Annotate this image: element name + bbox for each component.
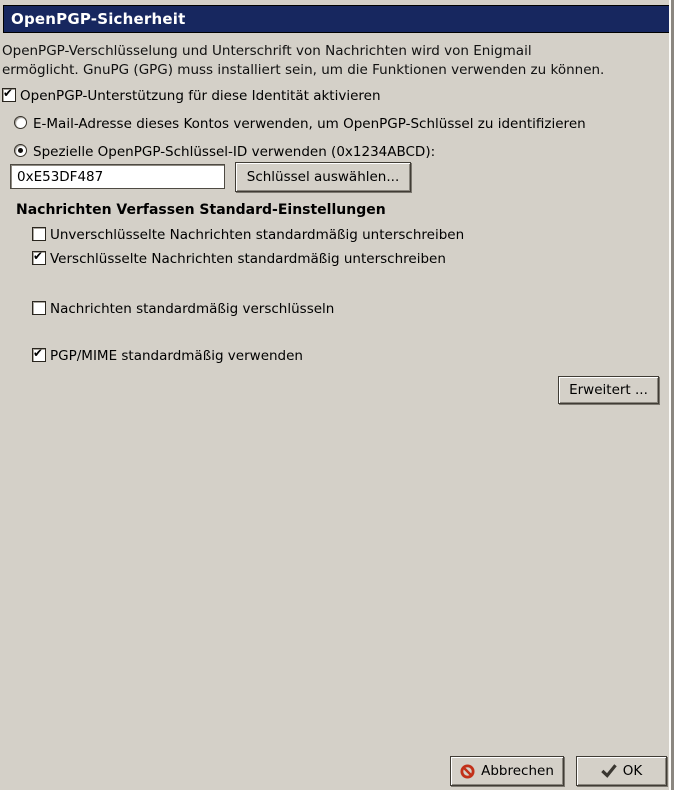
checkbox-pgp-mime-label[interactable]: PGP/MIME standardmäßig verwenden [50, 348, 303, 364]
intro-text-line1: OpenPGP-Verschlüsselung und Unterschrift von Nachrichten wird von Enigmail [2, 43, 532, 59]
checkbox-sign-encrypted-label[interactable]: Verschlüsselte Nachrichten standardmäßig unterschreiben [50, 251, 446, 267]
advanced-button[interactable] [558, 376, 659, 404]
intro-text-line2: ermöglicht. GnuPG (GPG) muss installiert sein, um die Funktionen verwenden zu können. [2, 62, 605, 78]
checkmark-icon [601, 763, 617, 779]
checkbox-icon[interactable] [32, 251, 46, 265]
checkbox-encrypt-default-label[interactable]: Nachrichten standardmäßig verschlüsseln [50, 301, 335, 317]
checkbox-icon[interactable] [32, 348, 46, 362]
ok-button-label: OK [622, 763, 643, 779]
no-entry-icon [460, 764, 475, 779]
radio-use-email-address-label[interactable]: E-Mail-Adresse dieses Kontos verwenden, um OpenPGP-Schlüssel zu identifizieren [33, 116, 586, 132]
dialog-title: OpenPGP-Sicherheit [11, 10, 186, 28]
select-key-button-label: Schlüssel auswählen... [246, 169, 400, 185]
checkbox-icon[interactable] [32, 227, 46, 241]
radio-icon[interactable] [14, 116, 27, 129]
key-id-input[interactable] [10, 164, 225, 189]
ok-button[interactable] [576, 756, 667, 786]
select-key-button[interactable] [235, 162, 411, 192]
checkbox-icon[interactable] [2, 88, 16, 102]
radio-icon[interactable] [14, 144, 27, 157]
checkbox-sign-unencrypted-label[interactable]: Unverschlüsselte Nachrichten standardmäßig unterschreiben [50, 227, 465, 243]
cancel-button[interactable] [450, 756, 564, 786]
checkbox-enable-openpgp-label[interactable]: OpenPGP-Unterstützung für diese Identität aktivieren [20, 88, 381, 104]
intro-text [2, 42, 670, 80]
radio-use-specific-key-id-label[interactable]: Spezielle OpenPGP-Schlüssel-ID verwenden (0x1234ABCD): [33, 144, 436, 160]
checkbox-icon[interactable] [32, 301, 46, 315]
compose-defaults-heading: Nachrichten Verfassen Standard-Einstellungen [16, 202, 386, 218]
dialog-title-bar [3, 5, 674, 33]
cancel-button-label: Abbrechen [481, 763, 554, 779]
advanced-button-label: Erweitert ... [569, 382, 648, 398]
